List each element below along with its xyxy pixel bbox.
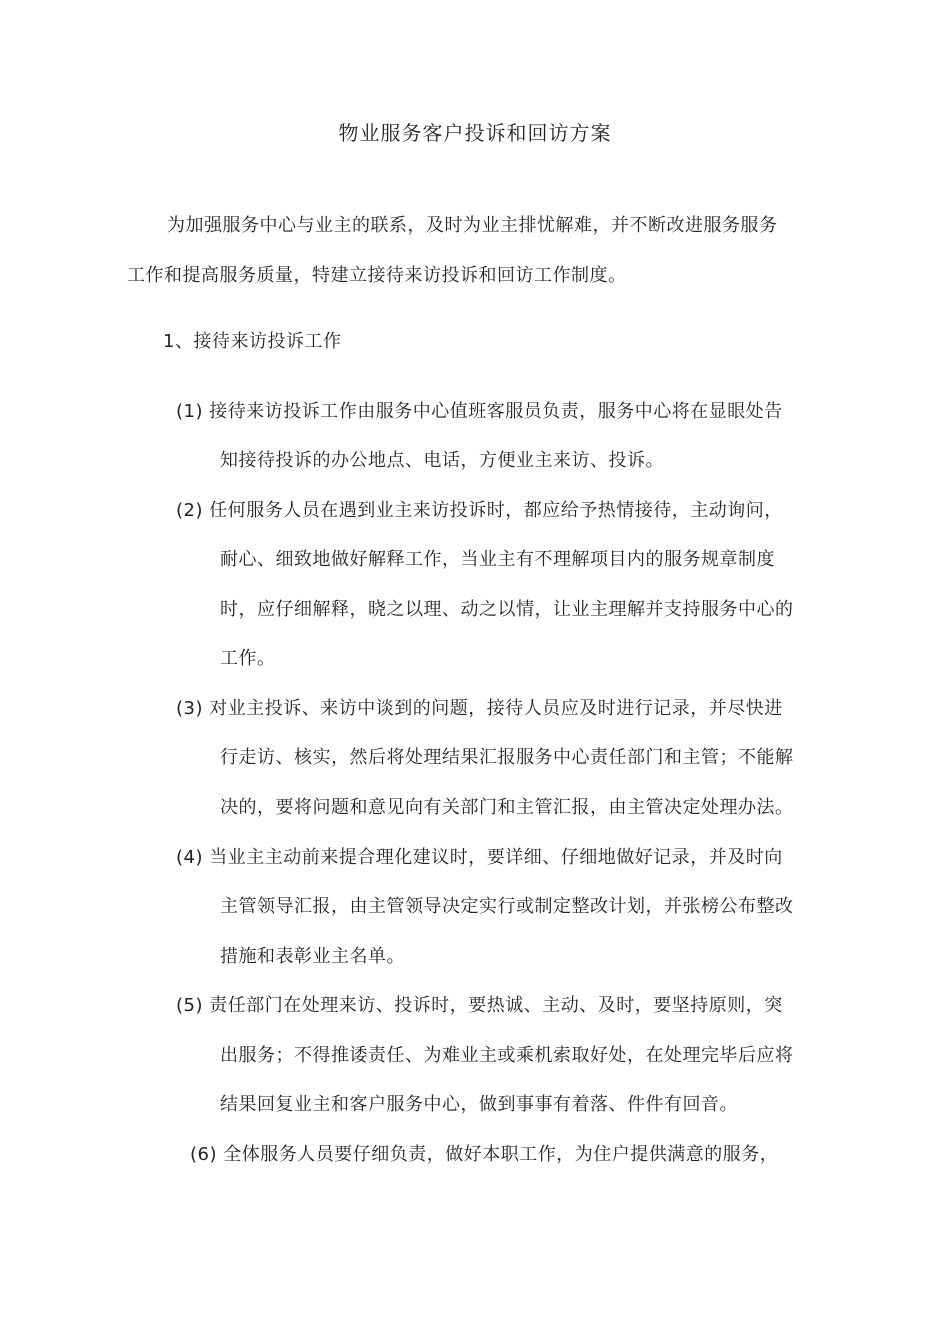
list-item-text: 当业主主动前来提合理化建议时，要详细、仔细地做好记录，并及时向	[209, 847, 783, 868]
list-item-4-line-1	[176, 846, 783, 870]
list-item-5-line-2: 出服务；不得推诿责任、为难业主或乘机索取好处，在处理完毕后应将	[220, 1045, 794, 1066]
list-item-2-line-2: 耐心、细致地做好解释工作，当业主有不理解项目内的服务规章制度	[220, 549, 775, 570]
intro-line-1: 为加强服务中心与业主的联系，及时为业主排忧解难，并不断改进服务服务	[167, 215, 778, 236]
section-heading: 1、接待来访投诉工作	[163, 331, 342, 352]
list-item-number: (2)	[176, 500, 203, 521]
list-item-text: 接待来访投诉工作由服务中心值班客服员负责，服务中心将在显眼处告	[209, 401, 783, 422]
list-item-text: 对业主投诉、来访中谈到的问题，接待人员应及时进行记录，并尽快进	[209, 698, 783, 719]
list-item-number: (5)	[176, 995, 203, 1016]
list-item-number: (4)	[176, 847, 203, 868]
list-item-number: (6)	[190, 1144, 217, 1165]
list-item-5-line-3: 结果回复业主和客户服务中心，做到事事有着落、件件有回音。	[220, 1094, 738, 1115]
list-item-1-line-2: 知接待投诉的办公地点、电话，方便业主来访、投诉。	[220, 450, 664, 471]
intro-line-2: 工作和提高服务质量，特建立接待来访投诉和回访工作制度。	[127, 265, 627, 286]
list-item-5-line-1	[176, 994, 783, 1018]
list-item-4-line-2: 主管领导汇报，由主管领导决定实行或制定整改计划，并张榜公布整改	[220, 896, 794, 917]
document-title: 物业服务客户投诉和回访方案	[338, 121, 612, 145]
list-item-6-line-1	[190, 1143, 778, 1167]
list-item-4-line-3: 措施和表彰业主名单。	[220, 946, 405, 967]
list-item-text: 全体服务人员要仔细负责，做好本职工作，为住户提供满意的服务，	[223, 1144, 779, 1165]
list-item-text: 任何服务人员在遇到业主来访投诉时，都应给予热情接待，主动询问，	[209, 500, 783, 521]
list-item-3-line-1	[176, 697, 783, 721]
list-item-2-line-1	[176, 499, 783, 523]
list-item-number: (3)	[176, 698, 203, 719]
list-item-1-line-1	[176, 400, 783, 424]
list-item-3-line-3: 决的，要将问题和意见向有关部门和主管汇报，由主管决定处理办法。	[220, 797, 794, 818]
list-item-3-line-2: 行走访、核实，然后将处理结果汇报服务中心责任部门和主管；不能解	[220, 747, 794, 768]
list-item-number: (1)	[176, 401, 203, 422]
list-item-2-line-4: 工作。	[220, 648, 276, 669]
list-item-text: 责任部门在处理来访、投诉时，要热诚、主动、及时，要坚持原则，突	[209, 995, 783, 1016]
list-item-2-line-3: 时，应仔细解释，晓之以理、动之以情，让业主理解并支持服务中心的	[220, 599, 794, 620]
